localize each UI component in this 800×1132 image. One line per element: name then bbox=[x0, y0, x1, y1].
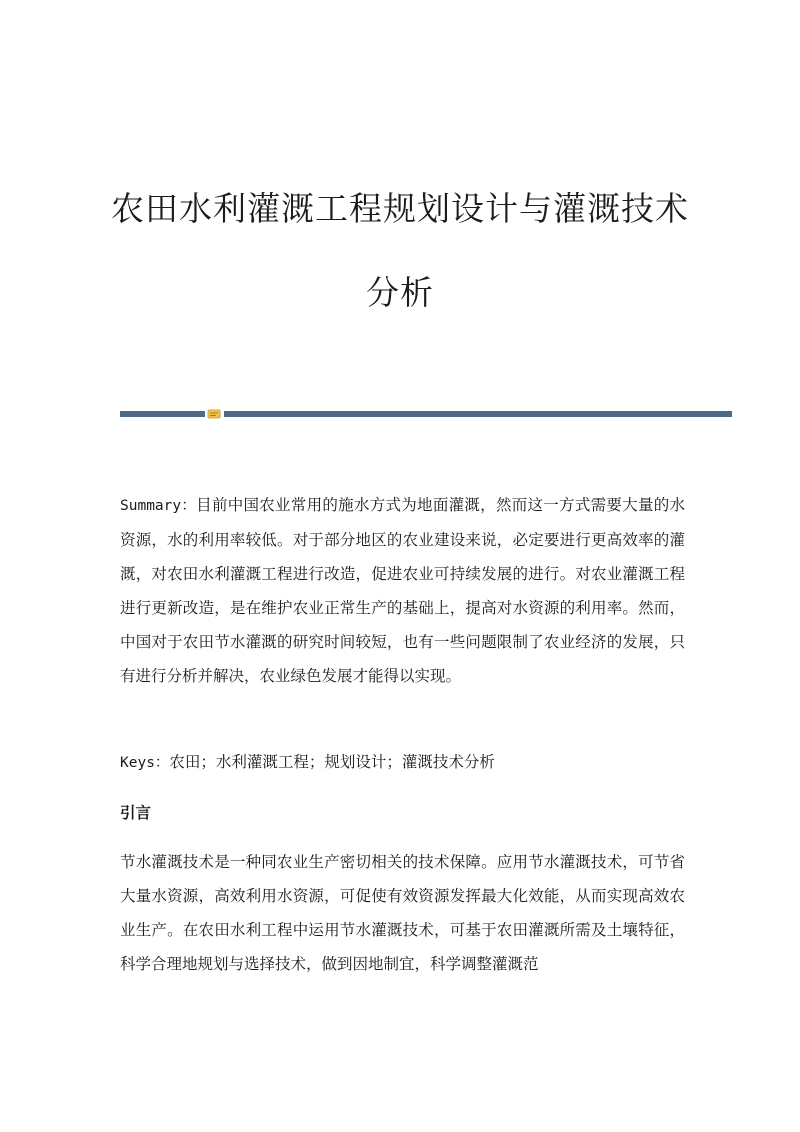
intro-paragraph: 节水灌溉技术是一种同农业生产密切相关的技术保障。应用节水灌溉技术，可节省大量水资源，高效利用水资源，可促使有效资源发挥最大化效能，从而实现高效农业生产。在农田水利工程中运用节水灌溉技术，可基于农田灌溉所需及土壤特征，科学合理地规划与选择技术，做到因地制宜，科学调整灌溉范 bbox=[120, 853, 685, 973]
summary-label: Summary： bbox=[120, 498, 197, 514]
keys-text: 农田；水利灌溉工程；规划设计；灌溉技术分析 bbox=[169, 753, 495, 771]
document-title-line-2: 分析 bbox=[366, 273, 434, 312]
document-title-line-1: 农田水利灌溉工程规划设计与灌溉技术 bbox=[111, 189, 689, 228]
keys-label: Keys： bbox=[120, 755, 170, 771]
pencil-icon bbox=[207, 408, 221, 420]
divider-bar-left bbox=[120, 411, 205, 417]
intro-heading: 引言 bbox=[120, 803, 152, 822]
divider-bar-right bbox=[224, 411, 732, 417]
summary-text: 目前中国农业常用的施水方式为地面灌溉，然而这一方式需要大量的水资源，水的利用率较低。对于部分地区的农业建设来说，必定要进行更高效率的灌溉，对农田水利灌溉工程进行改造，促进农业可持续发展的进行。对农业灌溉工程进行更新改造，是在维护农业正常生产的基础上，提高对水资源的利用率。然而，中国对于农田节水灌溉的研究时间较短，也有一些问题限制了农业经济的发展，只有进行分析并解决，农业绿色发展才能得以实现。 bbox=[120, 496, 685, 685]
summary-paragraph bbox=[120, 488, 685, 693]
title-divider bbox=[120, 408, 732, 420]
keywords-paragraph bbox=[120, 745, 685, 780]
